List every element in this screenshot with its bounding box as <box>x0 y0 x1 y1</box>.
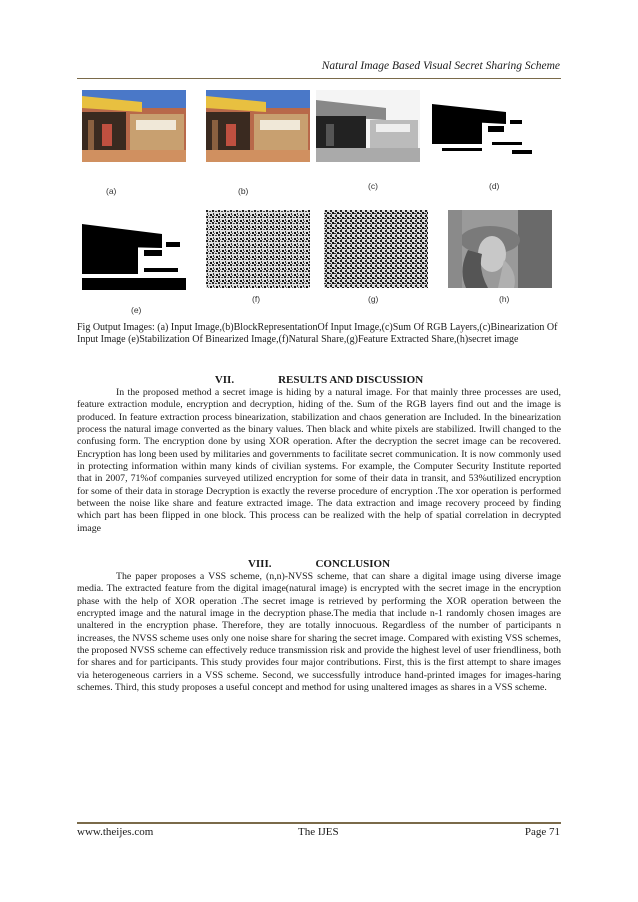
section-title: RESULTS AND DISCUSSION <box>278 374 424 386</box>
panel-b-block-representation <box>206 90 310 162</box>
results-paragraph <box>77 387 561 535</box>
panel-label-d: (d) <box>489 181 500 191</box>
footer-page-number: Page 71 <box>524 826 560 838</box>
panel-e-stabilization <box>82 210 186 290</box>
panel-label-a: (a) <box>106 186 117 196</box>
panel-d-binearization <box>432 90 536 162</box>
header-rule <box>77 78 561 79</box>
section-heading-results <box>77 374 561 386</box>
section-number: VIII. <box>247 558 272 570</box>
panel-label-b: (b) <box>238 186 249 196</box>
section-title: CONCLUSION <box>315 558 391 570</box>
conclusion-body: The paper proposes a VSS scheme, (n,n)-NVSS scheme, that can share a digital image using diverse image media. The extracted feature from the digital image(natural image) is encrypted with the secret image in the encryption phase with the help of XOR operation .The secret image is retrieved by performing the XOR operation between the encrypted image and the natural image in the decryption phase.The media that include n-1 randomly chosen images are unaltered in the encryption phase. Therefore, they are totally innocuous. Regardless of the number of participants n increases, the NVSS scheme uses only one noise share for sharing the secret image. Compared with existing VSS schemes, the proposed NVSS scheme can effectively reduce transmission risk and provide the highest level of user friendliness, both for shares and for participants. This study provides four major contributions. First, this is the first attempt to share images via heterogeneous carriers in a VSS scheme. Second, we successfully introduce hand-printed images for images-haring schemes. Third, this study proposes a useful concept and method for using unaltered images as shares in a VSS scheme. <box>77 571 561 694</box>
panel-label-f: (f) <box>252 294 261 304</box>
footer-rule <box>77 822 561 824</box>
figure-caption: Fig Output Images: (a) Input Image,(b)BlockRepresentationOf Input Image,(c)Sum Of RGB Layers,(c)Binearization Of Input Image (e)Stabilization Of Binearized Image,(f)Natural Share,(g)Feature Extracted Share,(h)secret image <box>77 322 558 345</box>
panel-a-input-image <box>82 90 186 162</box>
panel-label-e: (e) <box>131 305 142 315</box>
panel-g-feature-extracted-share <box>324 210 428 288</box>
conclusion-paragraph <box>77 571 561 694</box>
panel-label-c: (c) <box>368 181 378 191</box>
panel-c-sum-of-rgb <box>316 90 420 162</box>
panel-label-h: (h) <box>499 294 510 304</box>
panel-label-g: (g) <box>368 294 379 304</box>
panel-f-natural-share <box>206 210 310 288</box>
results-body: In the proposed method a secret image is hiding by a natural image. For that mainly three processes are used, feature extraction module, encryption and decryption, hiding of the. Sum of the RGB layers find out and the image is produced. In feature extraction process binearization, stabilization and chaos generation are Included. In the binearization process the natural image converted as the binary values. Then black and white pixels are stabilized. Itwill changed to the confusing form. The encryption done by using XOR operation. After the decryption the secret image can be recovered. Encryption has long been used by militaries and governments to facilitate secret communication. It is now commonly used in protecting information within many kinds of civilian systems. For example, the Computer Security Institute reported that in 2007, 71%of companies surveyed utilized encryption for some of their data in transit, and 53%utilized encryption for some of their data in storage Decryption is exactly the reverse procedure of encryption .The xor operation is performed between the noise like share and feature extracted image. The data extraction and image recovery proceed by finding which part has been flipped in one block. This process can be realized with the help of spatial correlation in decrypted image <box>77 387 561 534</box>
section-heading-conclusion <box>77 558 561 570</box>
running-title: Natural Image Based Visual Secret Sharing Scheme <box>321 60 560 72</box>
footer-journal: The IJES <box>298 826 339 838</box>
section-number: VII. <box>214 374 235 386</box>
panel-h-secret-image <box>448 210 552 288</box>
footer-website[interactable]: www.theijes.com <box>77 826 154 838</box>
